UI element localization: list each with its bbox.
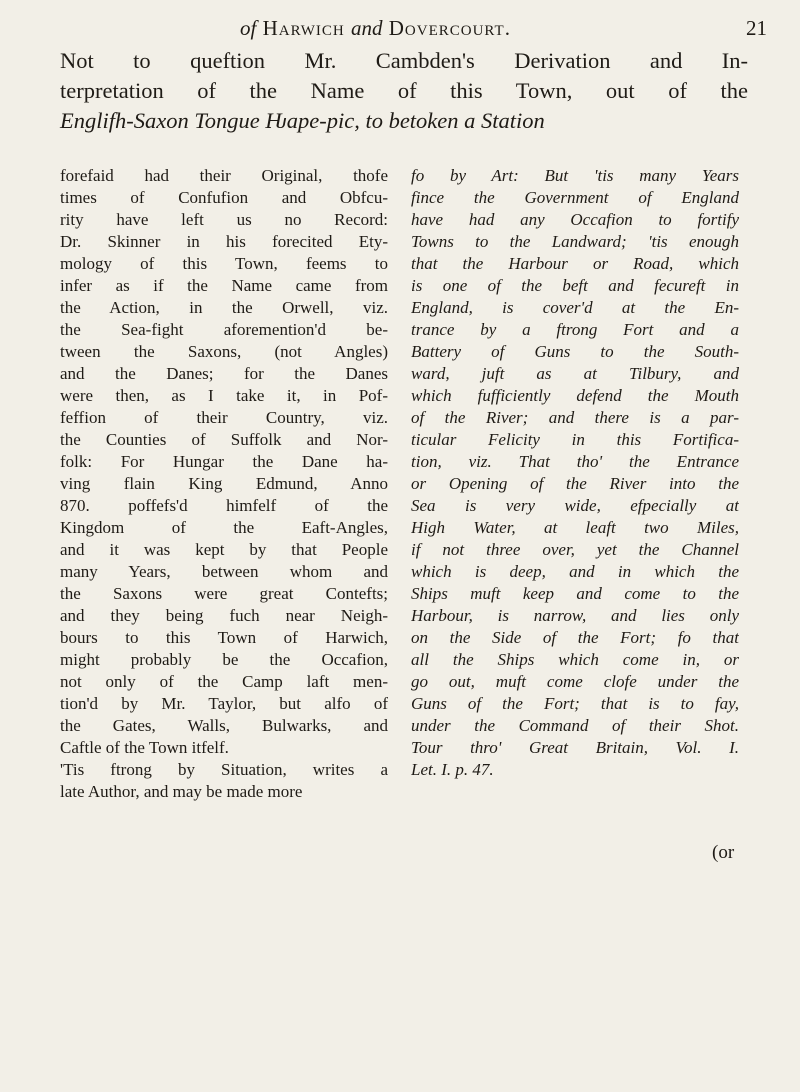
- intro-line: Englifh-Saxon Tongue Ƕape-pic, to betoken a Station: [60, 108, 545, 133]
- column-line: ticular Felicity in this Fortifica-: [411, 430, 739, 449]
- page-number: 21: [746, 16, 767, 40]
- column-line: tion, viz. That tho' the Entrance: [411, 452, 739, 471]
- column-line: folk: For Hungar the Dane ha-: [60, 452, 388, 471]
- column-line: rity have left us no Record:: [60, 210, 388, 229]
- column-line: the Gates, Walls, Bulwarks, and: [60, 716, 388, 735]
- running-title-place1: Harwich: [262, 16, 345, 40]
- column-line: 'Tis ftrong by Situation, writes a: [60, 760, 388, 779]
- column-line: the Action, in the Orwell, viz.: [60, 298, 388, 317]
- column-line: on the Side of the Fort; fo that: [411, 628, 739, 647]
- running-title-prefix: of: [240, 16, 257, 40]
- column-line: many Years, between whom and: [60, 562, 388, 581]
- running-head: [0, 16, 800, 40]
- column-line: which fufficiently defend the Mouth: [411, 386, 739, 405]
- intro-line: Not to queftion Mr. Cambden's Derivation and In-: [60, 48, 748, 73]
- column-line: England, is cover'd at the En-: [411, 298, 739, 317]
- column-line: times of Confufion and Obfcu-: [60, 188, 388, 207]
- column-line: Guns of the Fort; that is to fay,: [411, 694, 739, 713]
- column-line: ward, juft as at Tilbury, and: [411, 364, 739, 383]
- column-line: Ships muft keep and come to the: [411, 584, 739, 603]
- column-line: fo by Art: But 'tis many Years: [411, 166, 739, 185]
- column-line: fince the Government of England: [411, 188, 739, 207]
- column-line: or Opening of the River into the: [411, 474, 739, 493]
- column-line: go out, muft come clofe under the: [411, 672, 739, 691]
- column-line: all the Ships which come in, or: [411, 650, 739, 669]
- column-line: ving flain King Edmund, Anno: [60, 474, 388, 493]
- column-line: Harbour, is narrow, and lies only: [411, 606, 739, 625]
- column-line: under the Command of their Shot.: [411, 716, 739, 735]
- left-column: [60, 165, 388, 803]
- column-line: Dr. Skinner in his forecited Ety-: [60, 232, 388, 251]
- column-line: not only of the Camp laft men-: [60, 672, 388, 691]
- column-line: forefaid had their Original, thofe: [60, 166, 388, 185]
- catchword: (or: [712, 842, 735, 863]
- column-line: Sea is very wide, efpecially at: [411, 496, 739, 515]
- running-title: [240, 16, 511, 41]
- running-title-place2: Dovercourt.: [388, 16, 511, 40]
- column-line: trance by a ftrong Fort and a: [411, 320, 739, 339]
- column-line: Towns to the Landward; 'tis enough: [411, 232, 739, 251]
- column-line: the Counties of Suffolk and Nor-: [60, 430, 388, 449]
- column-line: if not three over, yet the Channel: [411, 540, 739, 559]
- column-line: 870. poffefs'd himfelf of the: [60, 496, 388, 515]
- running-title-conj: and: [351, 16, 383, 40]
- column-line: tion'd by Mr. Taylor, but alfo of: [60, 694, 388, 713]
- column-line: and the Danes; for the Danes: [60, 364, 388, 383]
- column-line: Tour thro' Great Britain, Vol. I.: [411, 738, 739, 757]
- column-line: Let. I. p. 47.: [411, 760, 494, 779]
- column-line: the Saxons were great Contefts;: [60, 584, 388, 603]
- column-line: feffion of their Country, viz.: [60, 408, 388, 427]
- column-line: tween the Saxons, (not Angles): [60, 342, 388, 361]
- column-line: infer as if the Name came from: [60, 276, 388, 295]
- column-line: the Sea-fight aforemention'd be-: [60, 320, 388, 339]
- column-line: Kingdom of the Eaft-Angles,: [60, 518, 388, 537]
- column-line: and they being fuch near Neigh-: [60, 606, 388, 625]
- column-line: Caftle of the Town itfelf.: [60, 738, 229, 757]
- column-line: is one of the beft and fecureft in: [411, 276, 739, 295]
- column-line: have had any Occafion to fortify: [411, 210, 739, 229]
- column-line: and it was kept by that People: [60, 540, 388, 559]
- column-line: High Water, at leaft two Miles,: [411, 518, 739, 537]
- column-line: might probably be the Occafion,: [60, 650, 388, 669]
- column-line: that the Harbour or Road, which: [411, 254, 739, 273]
- right-column: [411, 165, 739, 781]
- column-line: late Author, and may be made more: [60, 782, 303, 801]
- intro-paragraph: [60, 46, 748, 136]
- column-line: Battery of Guns to the South-: [411, 342, 739, 361]
- column-line: of the River; and there is a par-: [411, 408, 739, 427]
- column-line: mology of this Town, feems to: [60, 254, 388, 273]
- intro-line: terpretation of the Name of this Town, out of the: [60, 78, 748, 103]
- column-line: were then, as I take it, in Pof-: [60, 386, 388, 405]
- column-line: which is deep, and in which the: [411, 562, 739, 581]
- column-line: bours to this Town of Harwich,: [60, 628, 388, 647]
